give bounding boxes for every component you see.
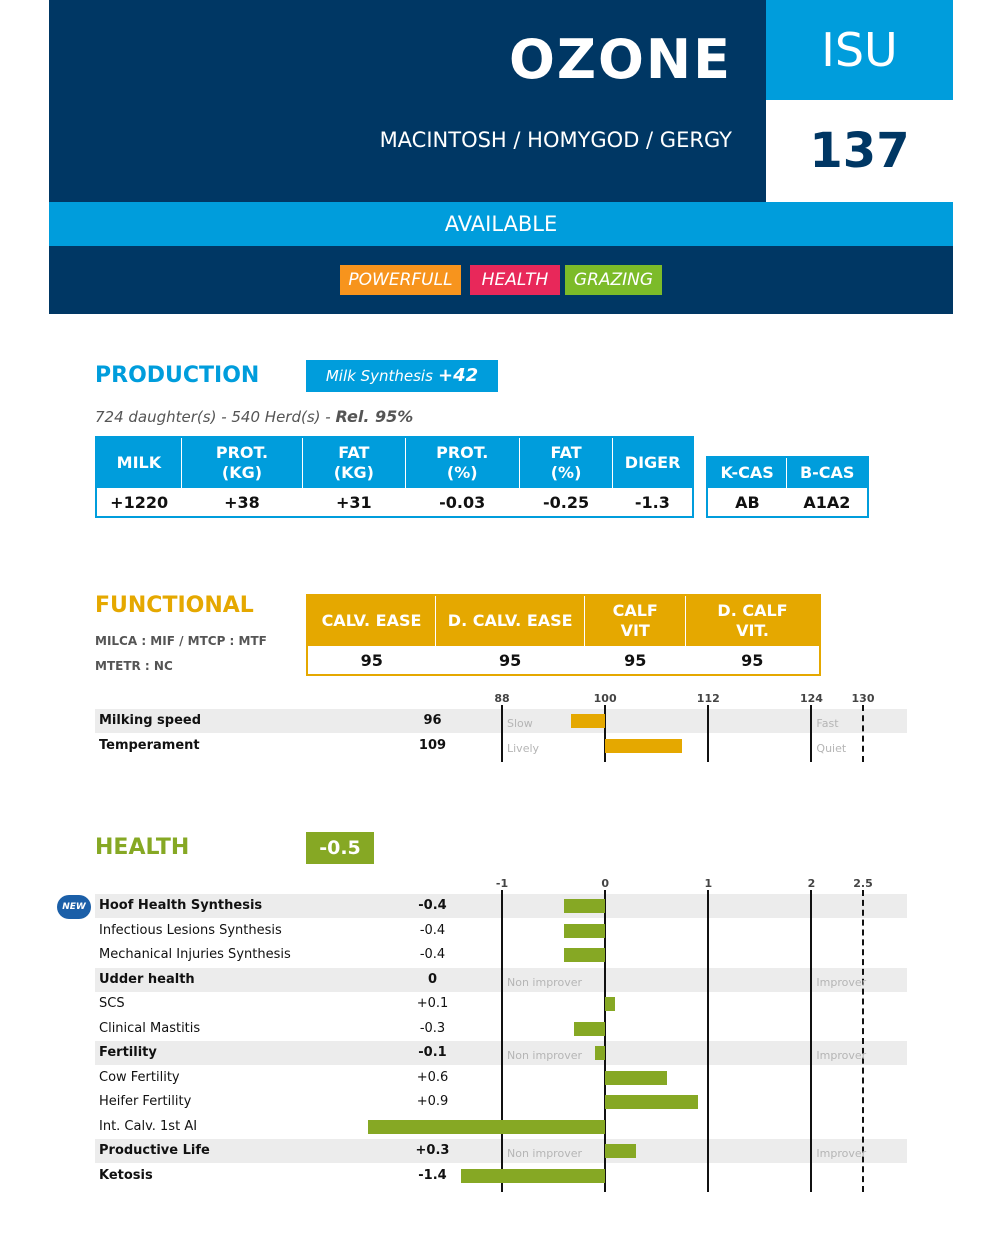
axis-gridline xyxy=(810,890,812,1192)
left-hint: Non improver xyxy=(507,975,582,989)
func-header: D. CALV. EASE xyxy=(436,595,585,646)
cas-header: K-CAS xyxy=(707,457,787,488)
axis-gridline xyxy=(501,890,503,1192)
prod-value: +38 xyxy=(224,492,260,512)
prod-value: +31 xyxy=(336,492,372,512)
trait-label: Udder health xyxy=(99,971,195,987)
trait-label: Temperament xyxy=(99,737,200,753)
bull-name: OZONE xyxy=(508,28,732,91)
casein-table xyxy=(706,456,869,518)
func-header: CALF VIT xyxy=(585,595,686,646)
prod-header: MILK xyxy=(96,437,181,488)
axis-tick-label: 124 xyxy=(799,692,823,705)
func-header: CALV. EASE xyxy=(307,595,436,646)
right-hint: Fast xyxy=(816,717,839,730)
trait-value: +0.3 xyxy=(415,1143,450,1158)
availability-status: AVAILABLE xyxy=(49,202,953,246)
trait-value: 96 xyxy=(423,713,442,728)
left-hint: Non improver xyxy=(507,1147,582,1160)
health-title: HEALTH xyxy=(95,835,190,860)
cas-value: A1A2 xyxy=(803,492,851,512)
functional-table xyxy=(306,594,821,676)
axis-tick-label: 2.5 xyxy=(853,877,873,890)
trait-value: +0.6 xyxy=(416,1069,449,1085)
trait-label: Infectious Lesions Synthesis xyxy=(99,922,282,938)
func-value: 95 xyxy=(741,650,764,670)
trait-label: Hoof Health Synthesis xyxy=(99,898,263,913)
trait-label: Int. Calv. 1st AI xyxy=(99,1118,198,1134)
trait-value: -0.4 xyxy=(419,947,446,962)
daughters-text: 724 daughter(s) - 540 Herd(s) - xyxy=(95,408,331,426)
functional-note: MILCA : MIF / MTCP : MTF xyxy=(95,634,267,648)
trait-bar xyxy=(368,1120,605,1134)
func-value: 95 xyxy=(624,650,647,670)
func-value: 95 xyxy=(360,650,383,670)
trait-label: Milking speed xyxy=(99,713,202,728)
axis-gridline xyxy=(862,705,864,762)
daughters-info xyxy=(95,407,413,426)
axis-tick-label: 2 xyxy=(807,877,816,890)
prod-value: +1220 xyxy=(110,492,169,512)
cas-header: B-CAS xyxy=(787,457,868,488)
trait-label: Heifer Fertility xyxy=(99,1094,192,1109)
new-badge: NEW xyxy=(57,895,91,919)
cas-value: AB xyxy=(735,492,760,512)
left-hint: Lively xyxy=(507,741,540,755)
func-value: 95 xyxy=(499,650,522,670)
prod-header: FAT (%) xyxy=(519,437,612,488)
trait-label: SCS xyxy=(99,996,125,1011)
trait-bar xyxy=(564,924,605,938)
prod-header: PROT. (%) xyxy=(405,437,519,488)
trait-bar xyxy=(605,1095,698,1109)
tag-grazing: GRAZING xyxy=(565,265,662,295)
trait-bar xyxy=(574,1022,605,1036)
right-hint: Improver xyxy=(816,1147,867,1160)
tag-powerfull: POWERFULL xyxy=(340,265,461,295)
axis-gridline xyxy=(707,890,709,1192)
right-hint: Quiet xyxy=(816,741,847,755)
trait-bar xyxy=(605,997,615,1011)
prod-value: -0.03 xyxy=(439,492,486,512)
axis-gridline xyxy=(810,705,812,762)
trait-label: Fertility xyxy=(99,1045,157,1060)
prod-value: -1.3 xyxy=(634,492,670,512)
trait-bar xyxy=(605,1144,636,1158)
axis-tick-label: 0 xyxy=(601,877,609,890)
prod-header: PROT. (KG) xyxy=(181,437,302,488)
trait-value: 109 xyxy=(418,737,447,753)
prod-value: -0.25 xyxy=(542,492,590,512)
axis-tick-label: 88 xyxy=(494,692,510,705)
trait-label: Clinical Mastitis xyxy=(99,1020,201,1036)
func-header: D. CALF VIT. xyxy=(686,595,820,646)
prod-header: FAT (KG) xyxy=(303,437,405,488)
right-hint: Improver xyxy=(816,975,867,989)
trait-label: Ketosis xyxy=(99,1167,153,1183)
left-hint: Non improver xyxy=(507,1049,582,1062)
functional-note: MTETR : NC xyxy=(95,659,173,673)
trait-bar xyxy=(605,739,682,753)
trait-value: -0.4 xyxy=(419,922,446,938)
axis-gridline xyxy=(501,705,503,762)
trait-label: Productive Life xyxy=(99,1143,210,1158)
production-table xyxy=(95,436,694,518)
trait-bar xyxy=(461,1169,605,1183)
milk-synthesis-value: +42 xyxy=(438,365,479,386)
isu-label: ISU xyxy=(766,0,953,100)
axis-tick-label: 112 xyxy=(696,692,720,705)
health-score: -0.5 xyxy=(306,832,374,864)
pedigree: MACINTOSH / HOMYGOD / GERGY xyxy=(379,128,732,152)
reliability: Rel. 95% xyxy=(335,407,414,426)
production-title: PRODUCTION xyxy=(95,363,260,388)
trait-bar xyxy=(564,899,605,913)
axis-tick-label: 130 xyxy=(851,692,875,705)
trait-value: -0.1 xyxy=(418,1045,447,1060)
trait-bar xyxy=(564,948,605,962)
left-hint: Slow xyxy=(507,717,533,730)
trait-value: -0.4 xyxy=(418,898,447,913)
axis-tick-label: 1 xyxy=(704,877,713,890)
trait-value: -1.4 xyxy=(418,1167,447,1183)
trait-label: Mechanical Injuries Synthesis xyxy=(99,947,291,962)
trait-bar xyxy=(571,714,605,728)
trait-bar xyxy=(595,1046,605,1060)
milk-synthesis-label: Milk Synthesis xyxy=(325,367,433,385)
prod-header: DIGER xyxy=(613,437,693,488)
isu-value: 137 xyxy=(766,100,953,202)
trait-value: +0.9 xyxy=(416,1094,449,1109)
milk-synthesis-badge xyxy=(306,360,498,392)
trait-value: 0 xyxy=(427,971,438,987)
trait-value: +0.1 xyxy=(416,996,449,1011)
axis-tick-label: -1 xyxy=(495,877,509,890)
trait-bar xyxy=(605,1071,667,1085)
tag-health: HEALTH xyxy=(470,265,560,295)
functional-title: FUNCTIONAL xyxy=(95,593,254,618)
trait-label: Cow Fertility xyxy=(99,1069,180,1085)
right-hint: Improver xyxy=(816,1049,867,1062)
axis-tick-label: 100 xyxy=(593,692,617,705)
trait-value: -0.3 xyxy=(419,1020,446,1036)
axis-gridline xyxy=(707,705,709,762)
